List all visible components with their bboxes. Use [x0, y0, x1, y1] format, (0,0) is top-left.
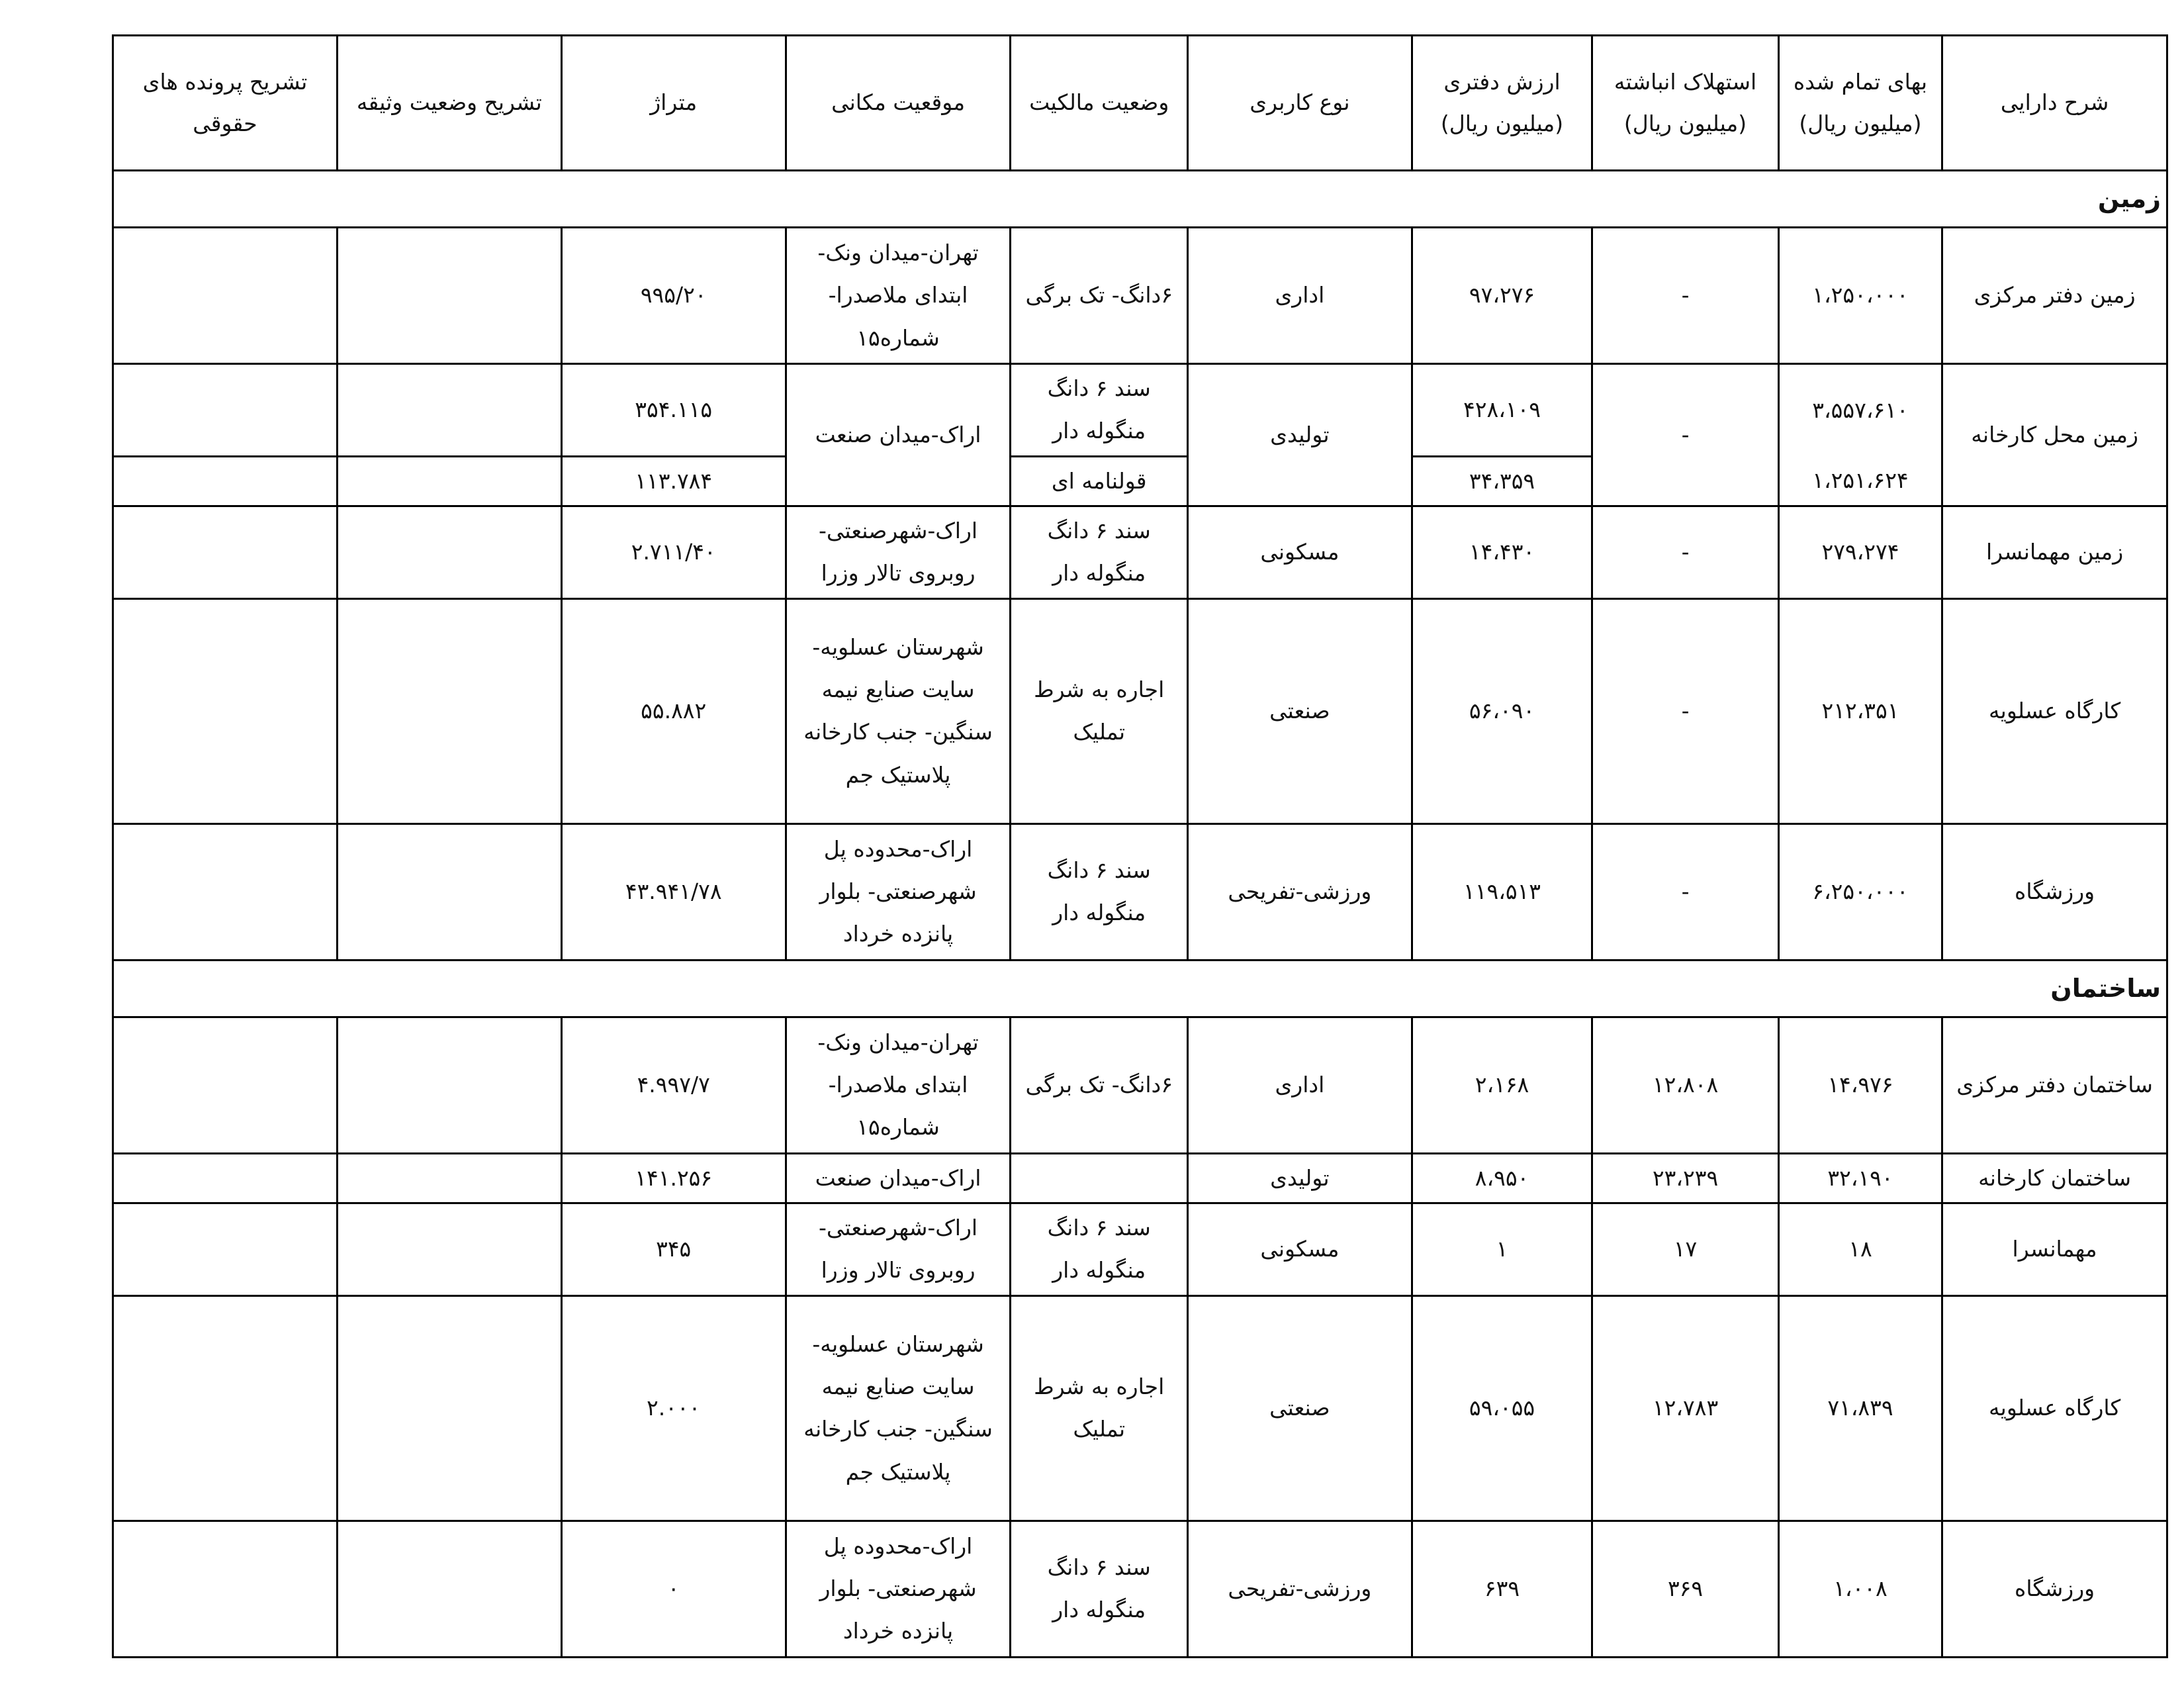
cell-ownership: [1011, 1153, 1187, 1203]
cell-depreciation: ۱۲،۷۸۳: [1592, 1295, 1779, 1521]
cell-description: کارگاه عسلویه: [1942, 1295, 2167, 1521]
cell-area: ۳۵۴.۱۱۵: [561, 364, 786, 457]
table-row: [113, 1203, 2167, 1296]
section-title-building: ساختمان: [113, 960, 2167, 1017]
cell-depreciation: -: [1592, 364, 1779, 506]
cell-book-value: ۸،۹۵۰: [1412, 1153, 1592, 1203]
cell-book-value: ۱۴،۴۳۰: [1412, 506, 1592, 599]
cell-description: ساختمان کارخانه: [1942, 1153, 2167, 1203]
cell-mortgage: [337, 228, 561, 364]
cell-description: زمین محل کارخانه: [1942, 364, 2167, 506]
cell-cost: ۲۱۲،۳۵۱: [1778, 598, 1942, 823]
cell-area: ۲.۷۱۱/۴۰: [561, 506, 786, 599]
cell-usage: مسکونی: [1187, 1203, 1412, 1296]
cell-book-value: ۲،۱۶۸: [1412, 1017, 1592, 1153]
cell-usage: مسکونی: [1187, 506, 1412, 599]
cell-legal: [113, 364, 338, 457]
cell-location: تهران-میدان ونک- ابتدای ملاصدرا- شماره۱۵: [786, 1017, 1011, 1153]
header-depreciation: استهلاک انباشته (میلیون ریال): [1592, 36, 1779, 171]
header-book-value: ارزش دفتری (میلیون ریال): [1412, 36, 1592, 171]
cell-location: اراک-میدان صنعت: [786, 364, 1011, 506]
cell-cost: ۱۴،۹۷۶: [1778, 1017, 1942, 1153]
cell-location: تهران-میدان ونک- ابتدای ملاصدرا- شماره۱۵: [786, 228, 1011, 364]
cell-depreciation: ۱۷: [1592, 1203, 1779, 1296]
cell-location: شهرستان عسلویه- سایت صنایع نیمه سنگین- جنب کارخانه پلاستیک جم: [786, 1295, 1011, 1521]
cell-legal: [113, 1295, 338, 1521]
cell-depreciation: ۲۳،۲۳۹: [1592, 1153, 1779, 1203]
section-row-building: [113, 960, 2167, 1017]
cell-cost: ۱۸: [1778, 1203, 1942, 1296]
cell-cost: ۱،۲۵۰،۰۰۰: [1778, 228, 1942, 364]
header-usage: نوع کاربری: [1187, 36, 1412, 171]
cell-cost: ۶،۲۵۰،۰۰۰: [1778, 823, 1942, 960]
cell-ownership: سند ۶ دانگ منگوله دار: [1011, 1203, 1187, 1296]
cell-legal: [113, 1017, 338, 1153]
header-cost: بهای تمام شده (میلیون ریال): [1778, 36, 1942, 171]
cell-description: ساختمان دفتر مرکزی: [1942, 1017, 2167, 1153]
cell-book-value: ۴۲۸،۱۰۹: [1412, 364, 1592, 457]
cell-legal: [113, 598, 338, 823]
cell-mortgage: [337, 456, 561, 506]
cell-mortgage: [337, 823, 561, 960]
asset-table: [112, 34, 2168, 1658]
header-ownership: وضعیت مالکیت: [1011, 36, 1187, 171]
cell-mortgage: [337, 1153, 561, 1203]
cell-cost: ۳۲،۱۹۰: [1778, 1153, 1942, 1203]
cell-legal: [113, 1521, 338, 1657]
cell-depreciation: -: [1592, 598, 1779, 823]
cell-area: ۵۵.۸۸۲: [561, 598, 786, 823]
cell-area: ۲.۰۰۰: [561, 1295, 786, 1521]
cell-location: اراک-محدوده پل شهرصنعتی- بلوار پانزده خرداد: [786, 1521, 1011, 1657]
cell-legal: [113, 506, 338, 599]
cell-description: کارگاه عسلویه: [1942, 598, 2167, 823]
cell-ownership: قولنامه ای: [1011, 456, 1187, 506]
table-row: [113, 506, 2167, 599]
cell-usage: ورزشی-تفریحی: [1187, 1521, 1412, 1657]
cell-mortgage: [337, 506, 561, 599]
cell-book-value: ۳۴،۳۵۹: [1412, 456, 1592, 506]
header-mortgage: تشریح وضعیت وثیقه: [337, 36, 561, 171]
section-row-land: [113, 171, 2167, 228]
header-location: موقعیت مکانی: [786, 36, 1011, 171]
table-row: [113, 1153, 2167, 1203]
table-row: [113, 1017, 2167, 1153]
cell-cost: ۲۷۹،۲۷۴: [1778, 506, 1942, 599]
cell-book-value: ۱: [1412, 1203, 1592, 1296]
cell-ownership: ۶دانگ- تک برگی: [1011, 1017, 1187, 1153]
cell-depreciation: -: [1592, 506, 1779, 599]
cell-depreciation: -: [1592, 823, 1779, 960]
table-row: [113, 1521, 2167, 1657]
cell-mortgage: [337, 1521, 561, 1657]
cell-legal: [113, 1153, 338, 1203]
cell-usage: صنعتی: [1187, 1295, 1412, 1521]
cell-description: زمین مهمانسرا: [1942, 506, 2167, 599]
cell-ownership: ۶دانگ- تک برگی: [1011, 228, 1187, 364]
cell-ownership: سند ۶ دانگ منگوله دار: [1011, 364, 1187, 457]
cell-usage: تولیدی: [1187, 364, 1412, 506]
cell-area: ۴۳.۹۴۱/۷۸: [561, 823, 786, 960]
cell-location: اراک-شهرصنعتی- روبروی تالار وزرا: [786, 506, 1011, 599]
cell-location: اراک-شهرصنعتی- روبروی تالار وزرا: [786, 1203, 1011, 1296]
table-row: [113, 823, 2167, 960]
cell-ownership: سند ۶ دانگ منگوله دار: [1011, 823, 1187, 960]
cell-ownership: سند ۶ دانگ منگوله دار: [1011, 1521, 1187, 1657]
cell-depreciation: -: [1592, 228, 1779, 364]
cell-book-value: ۵۶،۰۹۰: [1412, 598, 1592, 823]
cell-depreciation: ۱۲،۸۰۸: [1592, 1017, 1779, 1153]
cell-cost: ۳،۵۵۷،۶۱۰: [1778, 364, 1942, 457]
table-row: [113, 364, 2167, 457]
cell-ownership: سند ۶ دانگ منگوله دار: [1011, 506, 1187, 599]
cell-cost: ۱،۰۰۸: [1778, 1521, 1942, 1657]
table-row: [113, 1295, 2167, 1521]
cell-description: زمین دفتر مرکزی: [1942, 228, 2167, 364]
cell-location: اراک-میدان صنعت: [786, 1153, 1011, 1203]
cell-mortgage: [337, 1295, 561, 1521]
cell-mortgage: [337, 598, 561, 823]
cell-legal: [113, 823, 338, 960]
cell-usage: ورزشی-تفریحی: [1187, 823, 1412, 960]
cell-location: شهرستان عسلویه- سایت صنایع نیمه سنگین- جنب کارخانه پلاستیک جم: [786, 598, 1011, 823]
header-area: متراژ: [561, 36, 786, 171]
cell-area: ۳۴۵: [561, 1203, 786, 1296]
section-title-land: زمین: [113, 171, 2167, 228]
cell-cost: ۷۱،۸۳۹: [1778, 1295, 1942, 1521]
cell-legal: [113, 228, 338, 364]
cell-usage: صنعتی: [1187, 598, 1412, 823]
cell-area: ۹۹۵/۲۰: [561, 228, 786, 364]
cell-legal: [113, 456, 338, 506]
cell-legal: [113, 1203, 338, 1296]
cell-mortgage: [337, 1203, 561, 1296]
cell-description: ورزشگاه: [1942, 823, 2167, 960]
cell-area: ۴.۹۹۷/۷: [561, 1017, 786, 1153]
header-row: [113, 36, 2167, 171]
table-row: [113, 228, 2167, 364]
cell-ownership: اجاره به شرط تملیک: [1011, 598, 1187, 823]
header-description: شرح دارایی: [1942, 36, 2167, 171]
cell-mortgage: [337, 1017, 561, 1153]
cell-description: مهمانسرا: [1942, 1203, 2167, 1296]
cell-location: اراک-محدوده پل شهرصنعتی- بلوار پانزده خرداد: [786, 823, 1011, 960]
cell-book-value: ۱۱۹،۵۱۳: [1412, 823, 1592, 960]
cell-cost: ۱،۲۵۱،۶۲۴: [1778, 456, 1942, 506]
cell-area: ۱۱۳.۷۸۴: [561, 456, 786, 506]
header-legal: تشریح پرونده های حقوقی: [113, 36, 338, 171]
cell-area: ۰: [561, 1521, 786, 1657]
cell-ownership: اجاره به شرط تملیک: [1011, 1295, 1187, 1521]
cell-usage: اداری: [1187, 1017, 1412, 1153]
cell-book-value: ۶۳۹: [1412, 1521, 1592, 1657]
table-row: [113, 456, 2167, 506]
cell-book-value: ۹۷،۲۷۶: [1412, 228, 1592, 364]
table-row: [113, 598, 2167, 823]
cell-description: ورزشگاه: [1942, 1521, 2167, 1657]
cell-area: ۱۴۱.۲۵۶: [561, 1153, 786, 1203]
cell-mortgage: [337, 364, 561, 457]
cell-book-value: ۵۹،۰۵۵: [1412, 1295, 1592, 1521]
cell-usage: اداری: [1187, 228, 1412, 364]
cell-depreciation: ۳۶۹: [1592, 1521, 1779, 1657]
cell-usage: تولیدی: [1187, 1153, 1412, 1203]
